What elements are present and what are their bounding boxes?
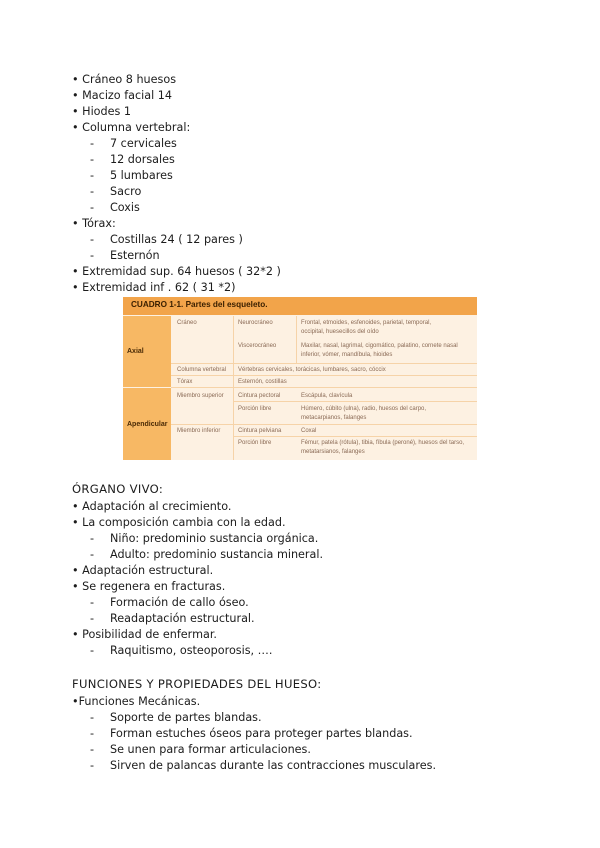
table-cell: Tórax: [177, 379, 193, 385]
list-item: • La composición cambia con la edad.: [72, 516, 286, 529]
row-divider: [171, 375, 477, 376]
list-item: • Cráneo 8 huesos: [72, 73, 177, 86]
row-divider: [171, 387, 477, 388]
sub-list-item: [90, 726, 413, 742]
sub-list-item: [90, 248, 160, 264]
column-divider: [296, 316, 297, 364]
sub-list-item: [90, 168, 173, 184]
list-item: •Funciones Mecánicas.: [72, 695, 201, 708]
row-divider: [171, 363, 477, 364]
sub-list-item: [90, 595, 249, 611]
table-cell: Porción libre: [238, 406, 272, 412]
table-cell: Porción libre: [238, 440, 272, 446]
list-item: • Hiodes 1: [72, 105, 132, 118]
dash-bullet: -: [90, 169, 95, 182]
table-cell: Miembro inferior: [177, 428, 221, 434]
list-item: • Macizo facial 14: [72, 89, 173, 102]
table-cell: inferior, vómer, mandíbula, hioides: [301, 352, 393, 358]
dash-bullet: -: [90, 759, 95, 772]
sub-list-item: [90, 232, 243, 248]
sub-list-item-label: 12 dorsales: [110, 153, 175, 166]
sub-list-item: [90, 547, 323, 563]
dash-bullet: -: [90, 612, 95, 625]
list-item: • Tórax:: [72, 217, 116, 230]
sub-list-item: [90, 611, 255, 627]
sub-list-item-label: Sirven de palancas durante las contracciones musculares.: [110, 759, 436, 772]
sub-list-item-label: Formación de callo óseo.: [110, 596, 249, 609]
sub-list-item: [90, 710, 262, 726]
dash-bullet: -: [90, 185, 95, 198]
list-item: • Adaptación al crecimiento.: [72, 500, 232, 513]
row-divider: [233, 436, 477, 437]
category-label: Axial: [127, 348, 144, 355]
list-item: • Extremidad sup. 64 huesos ( 32*2 ): [72, 265, 281, 278]
sub-list-item: [90, 184, 141, 200]
dash-bullet: -: [90, 201, 95, 214]
sub-list-item-label: 5 lumbares: [110, 169, 173, 182]
table-cell: occipital, huesecillos del oído: [301, 329, 379, 335]
table-cell: Miembro superior: [177, 393, 224, 399]
table-cell: Frontal, etmoides, esfenoides, parietal, temporal,: [301, 320, 432, 326]
dash-bullet: -: [90, 644, 95, 657]
sub-list-item-label: Adulto: predominio sustancia mineral.: [110, 548, 324, 561]
sub-list-item-label: Coxis: [110, 201, 140, 214]
table-cell: Coxal: [301, 428, 317, 434]
sub-list-item: [90, 136, 177, 152]
dash-bullet: -: [90, 532, 95, 545]
sub-list-item: [90, 531, 318, 547]
table-cell: Cráneo: [177, 320, 197, 326]
dash-bullet: -: [90, 137, 95, 150]
list-item: • Extremidad inf . 62 ( 31 *2): [72, 281, 236, 294]
dash-bullet: -: [90, 249, 95, 262]
category-axial: [123, 316, 171, 387]
list-item: • Se regenera en fracturas.: [72, 580, 226, 593]
table-cell: metacarpianos, falanges: [301, 415, 367, 421]
category-appendicular: [123, 388, 171, 460]
list-item: • Adaptación estructural.: [72, 564, 214, 577]
table-cell: Esternón, costillas: [238, 379, 287, 385]
table-cell: Vértebras cervicales, torácicas, lumbares, sacro, cóccix: [238, 367, 386, 373]
row-divider: [233, 401, 477, 402]
skeleton-parts-table: [123, 297, 477, 460]
sub-list-item-label: Niño: predominio sustancia orgánica.: [110, 532, 319, 545]
dash-bullet: -: [90, 153, 95, 166]
sub-list-item-label: Sacro: [110, 185, 142, 198]
sub-list-item-label: Forman estuches óseos para proteger partes blandas.: [110, 727, 413, 740]
table-cell: Escápula, clavícula: [301, 393, 353, 399]
section-heading-funciones: FUNCIONES Y PROPIEDADES DEL HUESO:: [72, 677, 322, 691]
table-cell: Neurocráneo: [238, 320, 273, 326]
dash-bullet: -: [90, 743, 95, 756]
table-cell: Columna vertebral: [177, 367, 227, 373]
sub-list-item: [90, 758, 436, 774]
dash-bullet: -: [90, 548, 95, 561]
sub-list-item-label: Esternón: [110, 249, 160, 262]
sub-list-item: [90, 152, 175, 168]
table-title: CUADRO 1-1. Partes del esqueleto.: [131, 300, 268, 309]
category-label: Apendicular: [127, 421, 168, 428]
table-cell: Maxilar, nasal, lagrimal, cigomático, palatino, cornete nasal: [301, 343, 458, 349]
table-cell: Cintura pelviana: [238, 428, 282, 434]
table-cell: Húmero, cúbito (ulna), radio, huesos del carpo,: [301, 406, 427, 412]
row-divider: [171, 424, 477, 425]
dash-bullet: -: [90, 727, 95, 740]
sub-list-item-label: Soporte de partes blandas.: [110, 711, 262, 724]
column-divider: [233, 316, 234, 460]
sub-list-item-label: Raquitismo, osteoporosis, ….: [110, 644, 273, 657]
section-heading-organo-vivo: ÓRGANO VIVO:: [72, 482, 164, 496]
table-cell: Fémur, patela (rótula), tibia, fíbula (peroné), huesos del tarso,: [301, 440, 465, 446]
sub-list-item-label: 7 cervicales: [110, 137, 177, 150]
sub-list-item-label: Costillas 24 ( 12 pares ): [110, 233, 243, 246]
table-header: [123, 297, 477, 315]
sub-list-item-label: Readaptación estructural.: [110, 612, 255, 625]
dash-bullet: -: [90, 233, 95, 246]
sub-list-item: [90, 643, 272, 659]
dash-bullet: -: [90, 711, 95, 724]
table-cell: Viscerocráneo: [238, 343, 277, 349]
sub-list-item: [90, 200, 140, 216]
list-item: • Columna vertebral:: [72, 121, 191, 134]
table-cell: Cintura pectoral: [238, 393, 281, 399]
table-cell: metatarsianos, falanges: [301, 449, 365, 455]
list-item: • Posibilidad de enfermar.: [72, 628, 217, 641]
sub-list-item-label: Se unen para formar articulaciones.: [110, 743, 311, 756]
sub-list-item: [90, 742, 311, 758]
dash-bullet: -: [90, 596, 95, 609]
